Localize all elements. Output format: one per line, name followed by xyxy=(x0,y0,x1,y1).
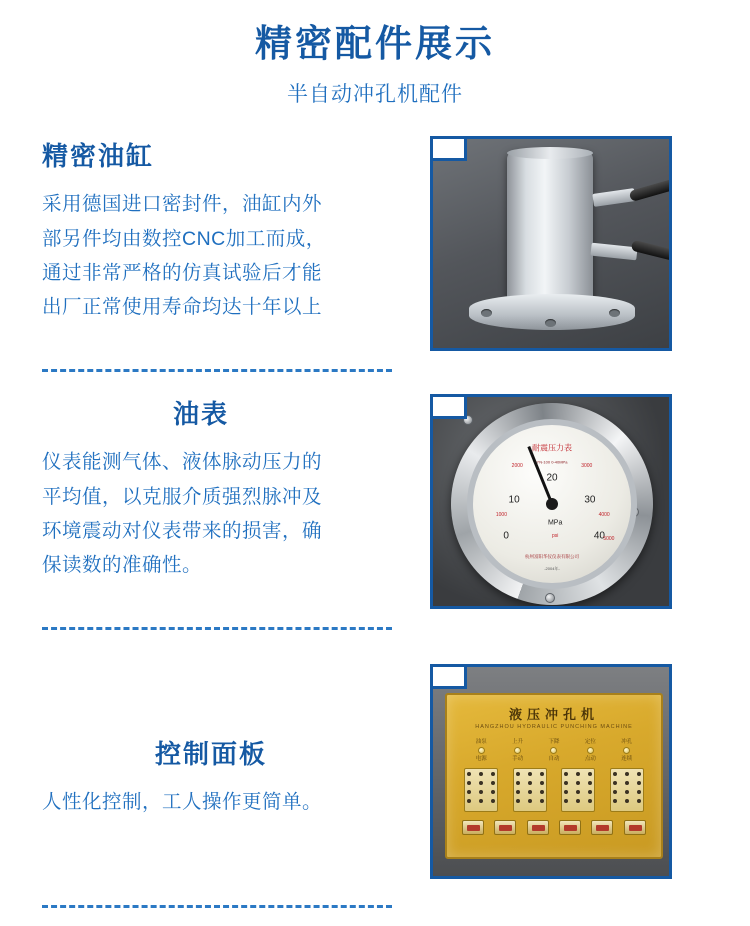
divider-2 xyxy=(42,627,392,630)
section-gauge-heading: 油表 xyxy=(172,399,229,430)
body-line: 通过非常严格的仿真试验后才能 xyxy=(42,261,323,284)
section-panel-heading: 控制面板 xyxy=(154,739,267,770)
push-button[interactable] xyxy=(527,820,549,835)
section-cylinder-body xyxy=(42,187,420,324)
bezel-screw xyxy=(463,415,473,425)
control-panel-subtitle: HANGZHOU HYDRAULIC PUNCHING MACHINE xyxy=(475,724,633,731)
lamp-label: 定位 xyxy=(584,739,596,746)
lamp-group xyxy=(585,737,596,762)
photo-frame-gauge xyxy=(430,394,672,609)
gauge-needle-hub xyxy=(546,498,558,510)
section-panel-text xyxy=(0,664,430,819)
body-line: 平均值，以克服介质强烈脉冲及 xyxy=(42,485,323,508)
page-title: 精密配件展示 xyxy=(255,23,495,64)
photo-frame-cylinder xyxy=(430,136,672,351)
lamp-group xyxy=(548,737,559,762)
gauge-title: 耐震压力表 xyxy=(532,443,572,452)
gauge-tick-0: 0 xyxy=(503,530,509,542)
body-line: 出厂正常使用寿命均达十年以上 xyxy=(42,295,323,318)
divider-1 xyxy=(42,369,392,372)
indicator-lamp-icon[interactable] xyxy=(550,747,557,754)
thumbwheel-row xyxy=(457,768,651,812)
lamp-label: 上升 xyxy=(512,739,524,746)
body-line: 保读数的准确性。 xyxy=(42,553,203,576)
cylinder-body xyxy=(507,151,593,303)
section-panel xyxy=(0,664,750,879)
push-button[interactable] xyxy=(591,820,613,835)
page-subtitle: 半自动冲孔机配件 xyxy=(287,83,463,107)
gauge-tick-10: 10 xyxy=(508,494,520,506)
photo-cylinder xyxy=(433,139,669,348)
bottom-spacer xyxy=(0,908,750,926)
hose-fitting xyxy=(590,243,637,261)
gauge-brand: 杭州富阳华仪仪表有限公司 xyxy=(525,553,579,559)
gauge-subtitle: YN-100 0-40MPa xyxy=(536,459,568,465)
lamp-sublabel: 手动 xyxy=(512,756,524,763)
gauge-dial xyxy=(467,419,637,589)
thumbwheel-switch[interactable] xyxy=(610,768,644,812)
indicator-lamp-row xyxy=(463,737,645,762)
gauge-unit-mpa: MPa xyxy=(547,519,563,527)
gauge-unit-psi: psi xyxy=(551,532,559,539)
lamp-sublabel: 自动 xyxy=(548,756,560,763)
gauge-psi-tick-3000: 3000 xyxy=(581,463,593,470)
lamp-group xyxy=(512,737,523,762)
push-button[interactable] xyxy=(462,820,484,835)
gauge-psi-tick-5000: 5000 xyxy=(603,536,615,543)
section-gauge-image-wrap xyxy=(430,394,700,609)
lamp-sublabel: 电源 xyxy=(475,756,487,763)
push-button-row xyxy=(457,820,651,835)
gauge-psi-tick-2000: 2000 xyxy=(511,463,523,470)
push-button[interactable] xyxy=(494,820,516,835)
push-button[interactable] xyxy=(624,820,646,835)
body-line: 采用德国进口密封件，油缸内外 xyxy=(42,193,323,216)
indicator-lamp-icon[interactable] xyxy=(587,747,594,754)
photo-pressure-gauge xyxy=(433,397,669,606)
indicator-lamp-icon[interactable] xyxy=(514,747,521,754)
control-panel-plate xyxy=(445,693,663,859)
section-cylinder-heading: 精密油缸 xyxy=(42,141,155,172)
body-line: 人性化控制，工人操作更简单。 xyxy=(42,791,323,814)
thumbwheel-switch[interactable] xyxy=(561,768,595,812)
page-header xyxy=(0,0,750,108)
section-panel-body xyxy=(42,785,420,819)
gauge-psi-tick-1000: 1000 xyxy=(495,512,507,519)
lamp-group xyxy=(621,737,632,762)
lamp-group xyxy=(476,737,487,762)
body-line: 环境震动对仪表带来的损害，确 xyxy=(42,519,323,542)
body-line: 部另件均由数控CNC加工而成， xyxy=(42,227,326,250)
gauge-tick-40: 40 xyxy=(593,530,605,542)
body-line: 仪表能测气体、液体脉动压力的 xyxy=(42,451,323,474)
gauge-tick-30: 30 xyxy=(584,494,596,506)
indicator-lamp-icon[interactable] xyxy=(478,747,485,754)
push-button[interactable] xyxy=(559,820,581,835)
lamp-label: 冲孔 xyxy=(621,739,633,746)
gauge-model: -2004年- xyxy=(544,566,560,572)
hose-fitting xyxy=(592,189,635,208)
section-cylinder xyxy=(0,136,750,351)
section-gauge-body xyxy=(42,445,420,582)
section-cylinder-image-wrap xyxy=(430,136,700,351)
gauge-face xyxy=(473,425,631,583)
lamp-sublabel: 点动 xyxy=(584,756,596,763)
thumbwheel-switch[interactable] xyxy=(464,768,498,812)
photo-frame-panel xyxy=(430,664,672,879)
control-panel-title: 液压冲孔机 xyxy=(508,707,599,723)
photo-control-panel xyxy=(433,667,669,876)
thumbwheel-switch[interactable] xyxy=(513,768,547,812)
section-panel-image-wrap xyxy=(430,664,700,879)
section-cylinder-text xyxy=(0,136,430,324)
gauge-tick-20: 20 xyxy=(546,472,558,484)
lamp-label: 下降 xyxy=(548,739,560,746)
gauge-psi-tick-4000: 4000 xyxy=(598,512,610,519)
section-gauge xyxy=(0,394,750,609)
lamp-label: 油泵 xyxy=(475,739,487,746)
section-gauge-text xyxy=(0,394,430,582)
indicator-lamp-icon[interactable] xyxy=(623,747,630,754)
hydraulic-hose xyxy=(629,175,672,202)
lamp-sublabel: 连续 xyxy=(621,756,633,763)
